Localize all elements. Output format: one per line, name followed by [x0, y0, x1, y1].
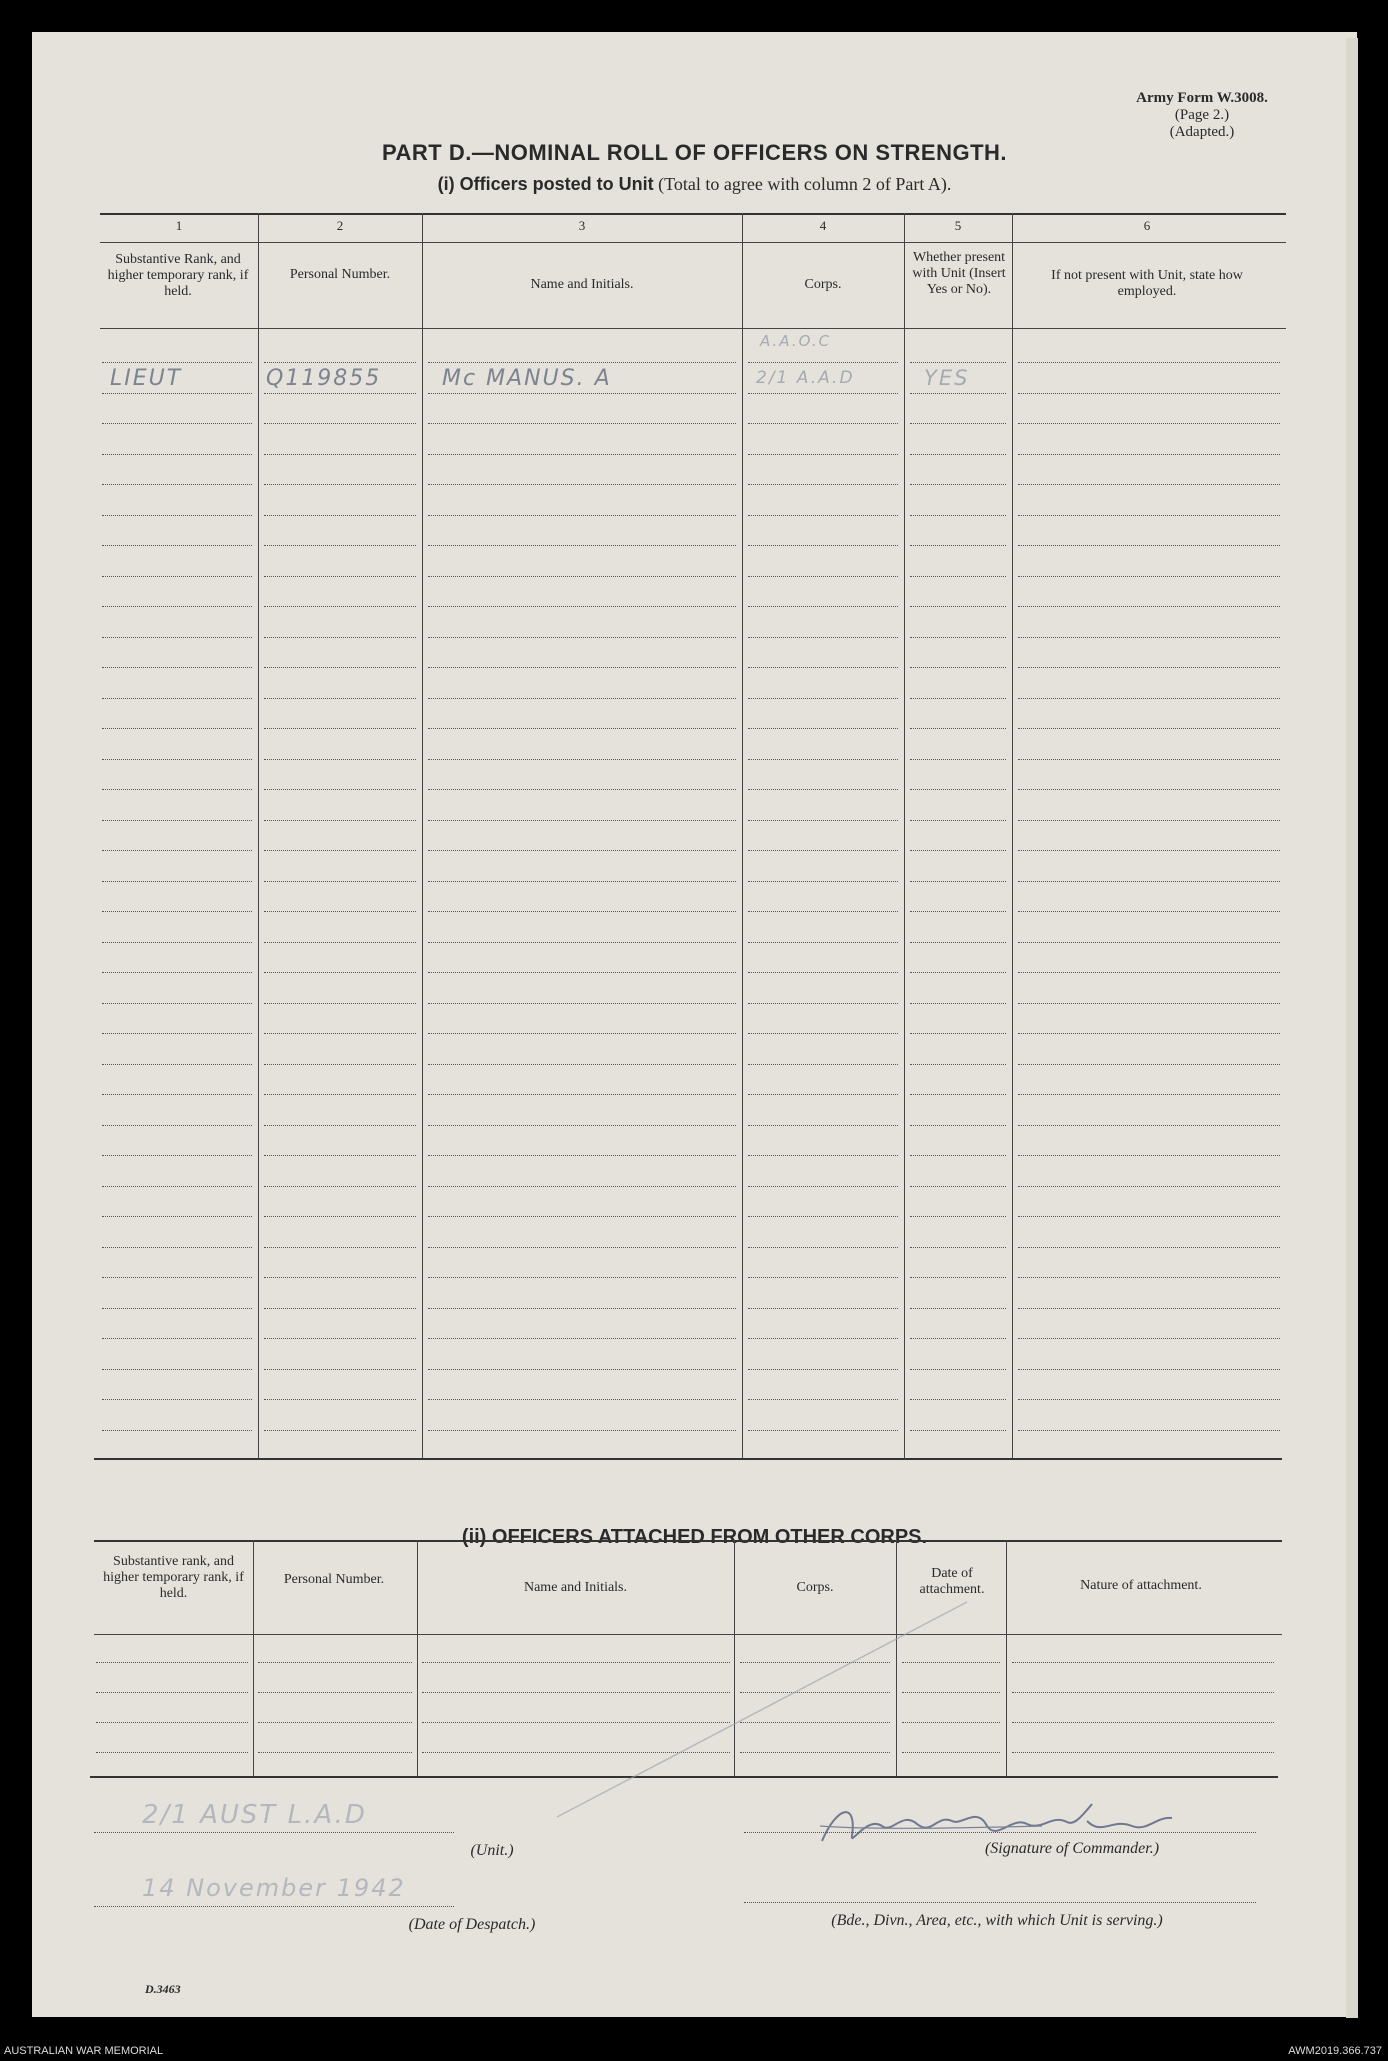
ruled-line: [748, 1338, 898, 1339]
ruled-line: [748, 1094, 898, 1095]
ruled-line: [102, 1216, 252, 1217]
ruled-line: [102, 942, 252, 943]
ruled-line: [1018, 1125, 1280, 1126]
ruled-line: [96, 1752, 248, 1753]
cancel-stroke: [552, 1592, 972, 1822]
ruled-line: [102, 637, 252, 638]
ruled-line: [102, 1155, 252, 1156]
ruled-line: [910, 850, 1006, 851]
ruled-line: [748, 1003, 898, 1004]
ruled-line: [1018, 789, 1280, 790]
subtitle-bold: (i) Officers posted to Unit: [437, 174, 654, 194]
ruled-line: [748, 942, 898, 943]
ruled-line: [428, 515, 736, 516]
ruled-line: [264, 576, 416, 577]
header-present: Whether present with Unit (Insert Yes or No).: [912, 250, 1006, 297]
ruled-line: [1018, 728, 1280, 729]
t2-header-name: Name and Initials.: [523, 1580, 628, 1595]
ruled-line: [910, 820, 1006, 821]
ruled-line: [748, 1155, 898, 1156]
ruled-line: [748, 820, 898, 821]
ruled-line: [264, 1369, 416, 1370]
ruled-line: [264, 698, 416, 699]
ruled-line: [1018, 606, 1280, 607]
ruled-line: [264, 759, 416, 760]
ruled-line: [264, 1155, 416, 1156]
ruled-line: [264, 911, 416, 912]
ruled-line: [428, 1338, 736, 1339]
ruled-line: [102, 393, 252, 394]
ruled-line: [264, 1186, 416, 1187]
entry-corps-line1: A.A.O.C: [760, 332, 832, 350]
col-number-3: 3: [578, 218, 586, 233]
ruled-line: [264, 1125, 416, 1126]
unit-label: (Unit.): [470, 1842, 514, 1859]
ruled-line: [910, 606, 1006, 607]
ruled-line: [748, 1125, 898, 1126]
ruled-line: [258, 1722, 412, 1723]
ruled-line: [264, 820, 416, 821]
col-divider-4: [904, 213, 905, 1459]
ruled-line: [102, 1369, 252, 1370]
ruled-line: [102, 698, 252, 699]
ruled-line: [264, 1308, 416, 1309]
ruled-line: [910, 362, 1006, 363]
caption-left: AUSTRALIAN WAR MEMORIAL: [4, 2045, 164, 2057]
ruled-line: [910, 1369, 1006, 1370]
ruled-line: [748, 789, 898, 790]
ruled-line: [102, 759, 252, 760]
ruled-line: [264, 789, 416, 790]
t2-col-divider-5: [1006, 1540, 1007, 1776]
ruled-line: [1018, 1216, 1280, 1217]
ruled-line: [1018, 515, 1280, 516]
entry-rank: LIEUT: [110, 366, 183, 391]
t2-header-date: Date of attachment.: [919, 1566, 985, 1597]
ruled-line: [748, 423, 898, 424]
ruled-line: [1018, 1155, 1280, 1156]
ruled-line: [1018, 698, 1280, 699]
ruled-line: [102, 820, 252, 821]
ruled-line: [748, 667, 898, 668]
ruled-line: [102, 1064, 252, 1065]
ruled-line: [102, 1277, 252, 1278]
ruled-line: [428, 759, 736, 760]
ruled-line: [264, 1033, 416, 1034]
header-corps: Corps.: [804, 277, 842, 292]
ruled-line: [102, 1094, 252, 1095]
ruled-line: [910, 1186, 1006, 1187]
ruled-line: [748, 911, 898, 912]
ruled-line: [1018, 942, 1280, 943]
date-value: 14 November 1942: [142, 1874, 406, 1902]
paper-edge: [1346, 38, 1358, 2018]
ruled-line: [910, 1247, 1006, 1248]
ruled-line: [1018, 911, 1280, 912]
ruled-line: [748, 576, 898, 577]
ruled-line: [428, 606, 736, 607]
ruled-line: [1018, 1399, 1280, 1400]
ruled-line: [428, 423, 736, 424]
ruled-line: [1018, 1247, 1280, 1248]
date-line: [94, 1906, 454, 1907]
ruled-line: [428, 1064, 736, 1065]
ruled-line: [1018, 1430, 1280, 1431]
ruled-line: [1018, 545, 1280, 546]
ruled-line: [1018, 820, 1280, 821]
bde-line: [744, 1902, 1256, 1903]
ruled-line: [102, 454, 252, 455]
ruled-line: [264, 942, 416, 943]
ruled-line: [910, 515, 1006, 516]
ruled-line: [102, 728, 252, 729]
ruled-line: [428, 1430, 736, 1431]
date-label: (Date of Despatch.): [408, 1916, 536, 1933]
ruled-line: [748, 545, 898, 546]
ruled-line: [748, 454, 898, 455]
t2-header-rank: Substantive rank, and higher temporary rank, if held.: [103, 1554, 244, 1601]
t2-col-divider-2: [417, 1540, 418, 1776]
ruled-line: [102, 576, 252, 577]
ruled-line: [264, 362, 416, 363]
ruled-line: [102, 850, 252, 851]
ruled-line: [264, 1430, 416, 1431]
table-number-rule: [100, 242, 1286, 243]
col-number-4: 4: [819, 218, 827, 233]
ruled-line: [910, 667, 1006, 668]
ruled-line: [1018, 1094, 1280, 1095]
t2-header-nature: Nature of attachment.: [1080, 1578, 1202, 1593]
ruled-line: [428, 789, 736, 790]
ruled-line: [428, 1033, 736, 1034]
ruled-line: [1012, 1722, 1274, 1723]
t2-col-divider-1: [253, 1540, 254, 1776]
ruled-line: [910, 545, 1006, 546]
ruled-line: [748, 728, 898, 729]
ruled-line: [910, 576, 1006, 577]
ruled-line: [428, 911, 736, 912]
ruled-line: [102, 1003, 252, 1004]
ruled-line: [428, 1186, 736, 1187]
ruled-line: [428, 637, 736, 638]
ruled-line: [748, 850, 898, 851]
ruled-line: [102, 1186, 252, 1187]
table2-top-rule: [94, 1540, 1282, 1542]
ruled-line: [910, 1399, 1006, 1400]
ruled-line: [1018, 1003, 1280, 1004]
ruled-line: [748, 637, 898, 638]
header-employed: If not present with Unit, state how employed.: [1051, 268, 1243, 299]
ruled-line: [428, 1277, 736, 1278]
ruled-line: [428, 576, 736, 577]
table-bottom-rule: [94, 1458, 1282, 1460]
ruled-line: [748, 972, 898, 973]
col-divider-2: [422, 213, 423, 1459]
ruled-line: [1018, 1369, 1280, 1370]
ruled-line: [264, 545, 416, 546]
ruled-line: [102, 911, 252, 912]
section2-title: (ii) OFFICERS ATTACHED FROM OTHER CORPS.: [461, 1526, 928, 1548]
ruled-line: [264, 454, 416, 455]
ruled-line: [1012, 1662, 1274, 1663]
ruled-line: [910, 759, 1006, 760]
ruled-line: [428, 1308, 736, 1309]
ruled-line: [1018, 637, 1280, 638]
ruled-line: [1018, 423, 1280, 424]
ruled-line: [428, 942, 736, 943]
ruled-line: [102, 1338, 252, 1339]
ruled-line: [264, 515, 416, 516]
ruled-line: [910, 1430, 1006, 1431]
ruled-line: [748, 515, 898, 516]
ruled-line: [910, 1033, 1006, 1034]
unit-value: 2/1 AUST L.A.D: [142, 1800, 367, 1830]
ruled-line: [102, 667, 252, 668]
ruled-line: [748, 1247, 898, 1248]
bde-label: (Bde., Divn., Area, etc., with which Unit is serving.): [831, 1912, 1163, 1929]
ruled-line: [1018, 850, 1280, 851]
form-reference-line1: Army Form W.3008.: [1136, 90, 1268, 106]
ruled-line: [910, 423, 1006, 424]
ruled-line: [264, 1003, 416, 1004]
ruled-line: [1018, 881, 1280, 882]
form-reference-line3: (Adapted.): [1169, 124, 1235, 140]
ruled-line: [428, 820, 736, 821]
ruled-line: [428, 484, 736, 485]
signature-label: (Signature of Commander.): [984, 1840, 1160, 1857]
header-rank: Substantive Rank, and higher temporary rank, if held.: [107, 252, 249, 299]
ruled-line: [258, 1692, 412, 1693]
ruled-line: [264, 1064, 416, 1065]
ruled-line: [428, 1247, 736, 1248]
ruled-line: [428, 1216, 736, 1217]
form-number: D.3463: [145, 1982, 181, 1996]
ruled-line: [910, 637, 1006, 638]
ruled-line: [1012, 1692, 1274, 1693]
ruled-line: [748, 606, 898, 607]
col-divider-5: [1012, 213, 1013, 1459]
ruled-line: [910, 1277, 1006, 1278]
ruled-line: [748, 1277, 898, 1278]
ruled-line: [748, 1186, 898, 1187]
ruled-line: [428, 698, 736, 699]
ruled-line: [264, 667, 416, 668]
ruled-line: [428, 393, 736, 394]
ruled-line: [910, 698, 1006, 699]
ruled-line: [428, 454, 736, 455]
ruled-line: [102, 1308, 252, 1309]
ruled-line: [102, 1247, 252, 1248]
ruled-line: [264, 484, 416, 485]
ruled-line: [264, 423, 416, 424]
unit-line: [94, 1832, 454, 1833]
col-divider-3: [742, 213, 743, 1459]
col-number-5: 5: [954, 218, 962, 233]
ruled-line: [748, 393, 898, 394]
entry-corps-line2: 2/1 A.A.D: [756, 368, 855, 388]
ruled-line: [428, 850, 736, 851]
ruled-line: [1018, 1338, 1280, 1339]
page-subtitle: [32, 174, 1357, 195]
ruled-line: [910, 911, 1006, 912]
ruled-line: [428, 1155, 736, 1156]
form-page: [32, 32, 1357, 2017]
ruled-line: [102, 1430, 252, 1431]
ruled-line: [102, 1125, 252, 1126]
ruled-line: [96, 1662, 248, 1663]
ruled-line: [102, 789, 252, 790]
ruled-line: [748, 362, 898, 363]
ruled-line: [102, 515, 252, 516]
ruled-line: [258, 1752, 412, 1753]
ruled-line: [102, 1399, 252, 1400]
ruled-line: [428, 1094, 736, 1095]
ruled-line: [102, 484, 252, 485]
ruled-line: [1012, 1752, 1274, 1753]
ruled-line: [1018, 759, 1280, 760]
ruled-line: [748, 1399, 898, 1400]
ruled-line: [428, 1399, 736, 1400]
ruled-line: [264, 393, 416, 394]
ruled-line: [258, 1662, 412, 1663]
ruled-line: [264, 1216, 416, 1217]
header-personal-number: Personal Number.: [289, 267, 391, 282]
form-reference: [1092, 90, 1312, 141]
ruled-line: [428, 1369, 736, 1370]
ruled-line: [428, 667, 736, 668]
ruled-line: [102, 606, 252, 607]
ruled-line: [264, 1277, 416, 1278]
ruled-line: [428, 545, 736, 546]
col-number-6: 6: [1143, 218, 1151, 233]
ruled-line: [910, 393, 1006, 394]
ruled-line: [1018, 454, 1280, 455]
ruled-line: [910, 454, 1006, 455]
ruled-line: [910, 1338, 1006, 1339]
page-title: PART D.—NOMINAL ROLL OF OFFICERS ON STRENGTH.: [381, 140, 1008, 165]
ruled-line: [748, 1033, 898, 1034]
ruled-line: [428, 362, 736, 363]
ruled-line: [748, 1430, 898, 1431]
ruled-line: [910, 1094, 1006, 1095]
ruled-line: [102, 545, 252, 546]
ruled-line: [910, 484, 1006, 485]
ruled-line: [102, 423, 252, 424]
signature-line: [744, 1832, 1256, 1833]
ruled-line: [748, 484, 898, 485]
header-name: Name and Initials.: [530, 277, 634, 292]
ruled-line: [910, 1003, 1006, 1004]
ruled-line: [264, 1247, 416, 1248]
ruled-line: [264, 1338, 416, 1339]
entry-name: Mc MANUS. A: [442, 366, 612, 391]
ruled-line: [910, 1155, 1006, 1156]
ruled-line: [1018, 362, 1280, 363]
ruled-line: [1018, 1064, 1280, 1065]
ruled-line: [748, 698, 898, 699]
ruled-line: [748, 881, 898, 882]
entry-number: Q119855: [266, 366, 382, 391]
ruled-line: [910, 881, 1006, 882]
ruled-line: [910, 942, 1006, 943]
ruled-line: [102, 362, 252, 363]
ruled-line: [428, 1003, 736, 1004]
ruled-line: [1018, 667, 1280, 668]
ruled-line: [264, 850, 416, 851]
ruled-line: [748, 1064, 898, 1065]
col-divider-1: [258, 213, 259, 1459]
ruled-line: [910, 1308, 1006, 1309]
ruled-line: [748, 1308, 898, 1309]
ruled-line: [1018, 393, 1280, 394]
ruled-line: [96, 1692, 248, 1693]
ruled-line: [264, 728, 416, 729]
ruled-line: [428, 728, 736, 729]
ruled-line: [1018, 1308, 1280, 1309]
ruled-line: [910, 728, 1006, 729]
col-number-2: 2: [336, 218, 344, 233]
ruled-line: [96, 1722, 248, 1723]
t2-header-personal-number: Personal Number.: [283, 1572, 385, 1587]
ruled-line: [910, 789, 1006, 790]
table-header-rule: [100, 328, 1286, 329]
ruled-line: [1018, 1033, 1280, 1034]
ruled-line: [264, 1094, 416, 1095]
table-top-rule: [100, 213, 1286, 215]
ruled-line: [264, 881, 416, 882]
ruled-line: [748, 1369, 898, 1370]
ruled-line: [1018, 1277, 1280, 1278]
ruled-line: [910, 972, 1006, 973]
ruled-line: [264, 1399, 416, 1400]
col-number-1: 1: [175, 218, 183, 233]
ruled-line: [748, 759, 898, 760]
form-reference-line2: (Page 2.): [1174, 107, 1230, 123]
entry-present: YES: [924, 366, 970, 390]
ruled-line: [102, 881, 252, 882]
ruled-line: [264, 972, 416, 973]
ruled-line: [748, 1216, 898, 1217]
ruled-line: [1018, 484, 1280, 485]
subtitle-rest: (Total to agree with column 2 of Part A).: [658, 174, 952, 194]
ruled-line: [428, 972, 736, 973]
ruled-line: [1018, 1186, 1280, 1187]
ruled-line: [102, 972, 252, 973]
t2-header-corps: Corps.: [796, 1580, 834, 1595]
caption-right: AWM2019.366.737: [1288, 2045, 1382, 2057]
ruled-line: [428, 881, 736, 882]
ruled-line: [1018, 576, 1280, 577]
ruled-line: [264, 606, 416, 607]
ruled-line: [910, 1216, 1006, 1217]
ruled-line: [264, 637, 416, 638]
ruled-line: [910, 1064, 1006, 1065]
ruled-line: [1018, 972, 1280, 973]
ruled-line: [428, 1125, 736, 1126]
ruled-line: [910, 1125, 1006, 1126]
ruled-line: [102, 1033, 252, 1034]
